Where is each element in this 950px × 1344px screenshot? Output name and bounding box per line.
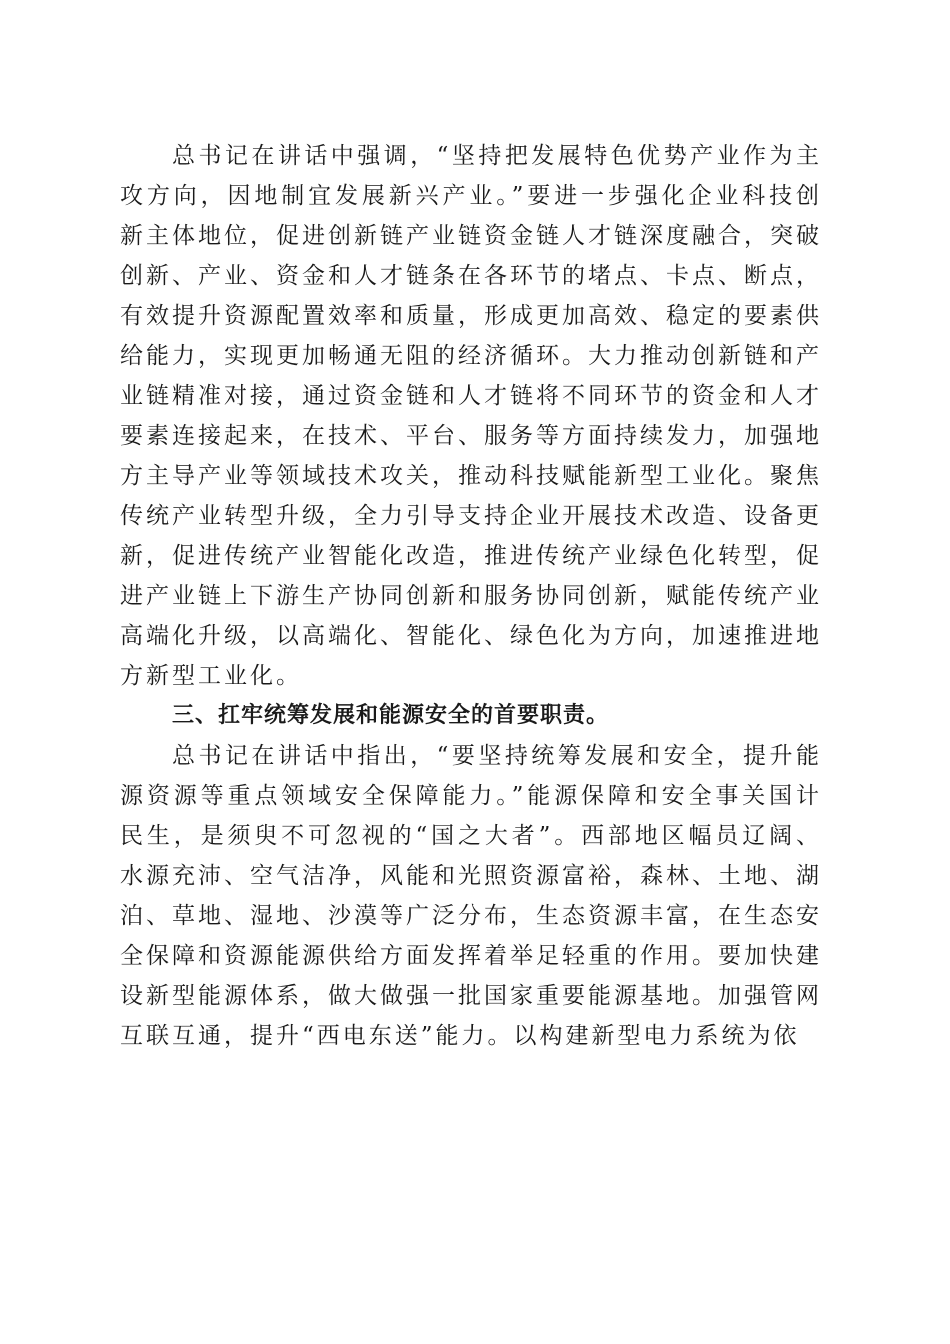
section-heading-3: 三、扛牢统筹发展和能源安全的首要职责。 [172,703,610,728]
paragraph-energy: 总书记在讲话中指出，“要坚持统筹发展和安全，提升能源资源等重点领域安全保障能力。”能源保障和安全事关国计民生，是须臾不可忽视的“国之大者”。西部地区幅员辽阔、水源充沛、空气洁净，风能和光照资源富裕，森林、土地、湖泊、草地、湿地、沙漠等广泛分布，生态资源丰富，在生态安全保障和资源能源供给方面发挥着举足轻重的作用。要加快建设新型能源体系，做大做强一批国家重要能源基地。加强管网互联互通，提升“西电东送”能力。以构建新型电力系统为依 [120,743,822,1049]
document-body [120,136,822,1056]
paragraph-industry: 总书记在讲话中强调，“坚持把发展特色优势产业作为主攻方向，因地制宜发展新兴产业。”要进一步强化企业科技创新主体地位，促进创新链产业链资金链人才链深度融合，突破创新、产业、资金和人才链条在各环节的堵点、卡点、断点，有效提升资源配置效率和质量，形成更加高效、稳定的要素供给能力，实现更加畅通无阻的经济循环。大力推动创新链和产业链精准对接，通过资金链和人才链将不同环节的资金和人才要素连接起来，在技术、平台、服务等方面持续发力，加强地方主导产业等领域技术攻关，推动科技赋能新型工业化。聚焦传统产业转型升级，全力引导支持企业开展技术改造、设备更新，促进传统产业智能化改造，推进传统产业绿色化转型，促进产业链上下游生产协同创新和服务协同创新，赋能传统产业高端化升级，以高端化、智能化、绿色化为方向，加速推进地方新型工业化。 [120,143,822,689]
